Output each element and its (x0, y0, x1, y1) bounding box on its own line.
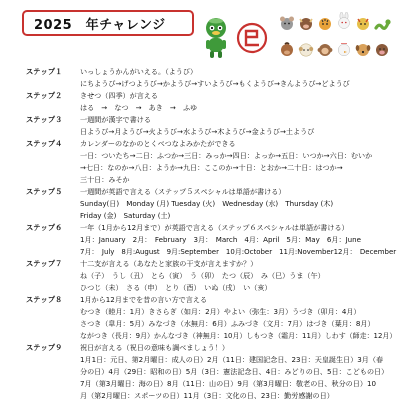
step-text: いっしょうかんがいえる。（ようび） (80, 67, 198, 76)
step-text: 祝日が言える（祝日の意味も調べましょう！） (80, 343, 229, 352)
step-text: 一週間が漢字で書ける (80, 115, 151, 124)
step-text: 一年（1月から12月まで）が英語で言える（ステップ６スペシャルは単語が書ける） (80, 223, 349, 232)
boar-icon (373, 40, 391, 58)
step-label: ステップ６ (26, 223, 63, 232)
step-text: 三十日：みそか (80, 175, 130, 184)
step-text: Sunday(日) Monday (月) Tuesday (火) Wednesday (水) Thursday (木) (80, 199, 334, 208)
step-text: 一週間が英語で言える（ステップ５スペシャルは単語が書ける） (80, 187, 286, 196)
step-text: 十二支が言える（あなたと家族の干支が言えますか？） (80, 259, 258, 268)
step-label: ステップ１ (26, 67, 63, 76)
step-text: 1月から12月までを昔の言い方で言える (80, 295, 208, 304)
tiger-icon (316, 14, 334, 32)
step-text: ひつじ（未） さる（申） とり（酉） いぬ（戌） い（亥） (80, 283, 272, 292)
step-text: さつき（皐月：5月）みなづき（水無月：6月）ふみづき（文月：7月）はづき（葉月：8月） (80, 319, 375, 328)
step-text: 日ようび→月ようび→火ようび→水ようび→木ようび→金ようび→土ようび (80, 127, 315, 136)
rabbit-icon (335, 12, 353, 30)
page-title-text: 2025 年チャレンジ (34, 17, 166, 33)
step-label: ステップ４ (26, 139, 63, 148)
step-text: 一日：ついたち→二日：ふつか→三日：みっか→四日：よっか→五日：いつか→六日：むいか (80, 151, 373, 160)
step-text: →七日：なのか→八日：ようか→九日：ここのか→十日：とおか→二十日：はつか→ (80, 163, 343, 172)
horse-icon (278, 40, 296, 58)
red-seal-stamp-icon (236, 22, 268, 54)
page-title (22, 10, 194, 36)
step-text: Friday (金) Saturday (土) (80, 211, 171, 220)
sheep-icon (297, 40, 315, 58)
step-text: ね（子） うし（丑） とら（寅） う（卯） たつ（辰） み（巳）うま（午） (80, 271, 325, 280)
dog-icon (354, 40, 372, 58)
step-text: 7月： July 8月:August 9月:September 10月:October 11月:November12月： December (80, 247, 397, 256)
step-text: 1月：January 2月： February 3月： March 4月：April 5月：May 6月：June (80, 235, 362, 244)
step-text: 7月（第3月曜日：海の日）8月（11日：山の日）9月（第3月曜日：敬老の日、秋分の日）10 (80, 379, 376, 388)
step-text: 1月1日：元日、第2月曜日：成人の日）2月（11日：建国記念日、23日：天皇誕生日）3月（春 (80, 355, 384, 364)
rooster-icon (335, 40, 353, 58)
rat-icon (278, 14, 296, 32)
step-label: ステップ７ (26, 259, 63, 268)
step-text: むつき（睦月：1月）きさらぎ（如月：2月）やよい（弥生：3月）うづき（卯月：4月） (80, 307, 361, 316)
step-text: きせつ（四季）が言える (80, 91, 159, 100)
step-text: はる → なつ → あき → ふゆ (80, 103, 198, 112)
step-label: ステップ２ (26, 91, 63, 100)
step-text: ながつき（長月：9月）かんなづき（神無月：10月）しもつき（霜月：11月）しわす（師走：12月） (80, 331, 397, 340)
step-text: カレンダーのなかのとくべつなよみかたができる (80, 139, 236, 148)
step-label: ステップ５ (26, 187, 63, 196)
step-text: 月（第2月曜日：スポーツの日）11月（3日：文化の日、23日：勤労感謝の日） (80, 391, 334, 400)
step-text: にちようび→げつようび→かようび→すいようび→もくようび→きんようび→どようび (80, 79, 350, 88)
dragon-icon (354, 14, 372, 32)
monkey-icon (316, 40, 334, 58)
step-text: 分の日）4月（29日：昭和の日）5月（3日：憲法記念日、4日：みどりの日、5日：こどもの日） (80, 367, 389, 376)
snake-icon (373, 14, 391, 32)
ox-icon (297, 14, 315, 32)
step-label: ステップ３ (26, 115, 63, 124)
zodiac-animals-icon (276, 10, 392, 62)
step-label: ステップ８ (26, 295, 63, 304)
kappa-mascot-icon (200, 16, 232, 60)
step-label: ステップ９ (26, 343, 63, 352)
